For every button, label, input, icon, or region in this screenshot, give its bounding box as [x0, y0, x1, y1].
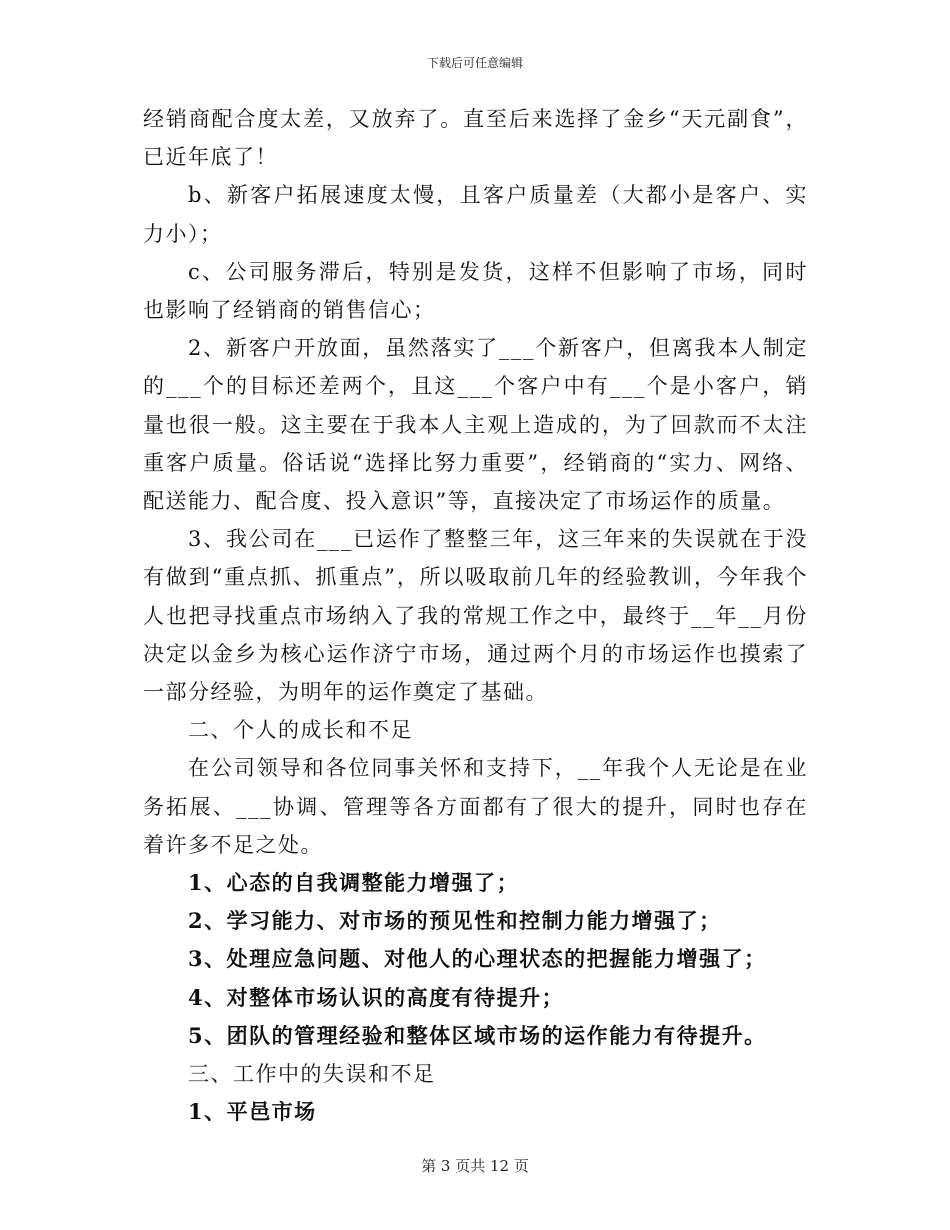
paragraph-item-c: c、公司服务滞后，特别是发货，这样不但影响了市场，同时也影响了经销商的销售信心； — [143, 259, 808, 323]
sub-heading-pingyi: 1、平邑市场 — [188, 1099, 317, 1125]
list-item-2: 2、学习能力、对市场的预见性和控制力能力增强了； — [188, 908, 722, 934]
list-item-4: 4、对整体市场认识的高度有待提升； — [188, 984, 565, 1010]
paragraph-item-2: 2、新客户开放面，虽然落实了___个新客户，但离我本人制定的___个的目标还差两个，且这___个客户中有___个是小客户，销量也很一般。这主要在于我本人主观上造成的，为了回款而不太注重客户质量。俗话说“选择比努力重要”，经销商的“实力、网络、配送能力、配合度、投入意识”等，直接决定了市场运作的质量。 — [143, 336, 808, 514]
header-note: 下载后可任意编辑 — [426, 56, 523, 70]
page-number: 第 3 页共 12 页 — [421, 1157, 529, 1175]
list-item-3: 3、处理应急问题、对他人的心理状态的把握能力增强了； — [188, 946, 767, 972]
list-item-5: 5、团队的管理经验和整体区域市场的运作能力有待提升。 — [188, 1022, 767, 1048]
paragraph-item-b: b、新客户拓展速度太慢，且客户质量差（大都小是客户、实力小）； — [143, 183, 808, 246]
list-item-1: 1、心态的自我调整能力增强了； — [188, 870, 520, 896]
paragraph-continuation: 经销商配合度太差，又放弃了。直至后来选择了金乡“天元副食”，已近年底了！ — [143, 107, 808, 170]
paragraph-item-3: 3、我公司在___已运作了整整三年，这三年来的失误就在于没有做到“重点抓、抓重点”，所以吸取前几年的经验教训，今年我个人也把寻找重点市场纳入了我的常规工作之中，最终于__年__月份决定以金乡为核心运作济宁市场，通过两个月的市场运作也摸索了一部分经验，为明年的运作奠定了基础。 — [143, 527, 808, 705]
document-body — [143, 100, 808, 1131]
section-heading-mistakes: 三、工作中的失误和不足 — [188, 1062, 436, 1087]
paragraph-growth-intro: 在公司领导和各位同事关怀和支持下，__年我个人无论是在业务拓展、___协调、管理等各方面都有了很大的提升，同时也存在着许多不足之处。 — [143, 756, 808, 857]
section-heading-growth: 二、个人的成长和不足 — [188, 718, 413, 743]
